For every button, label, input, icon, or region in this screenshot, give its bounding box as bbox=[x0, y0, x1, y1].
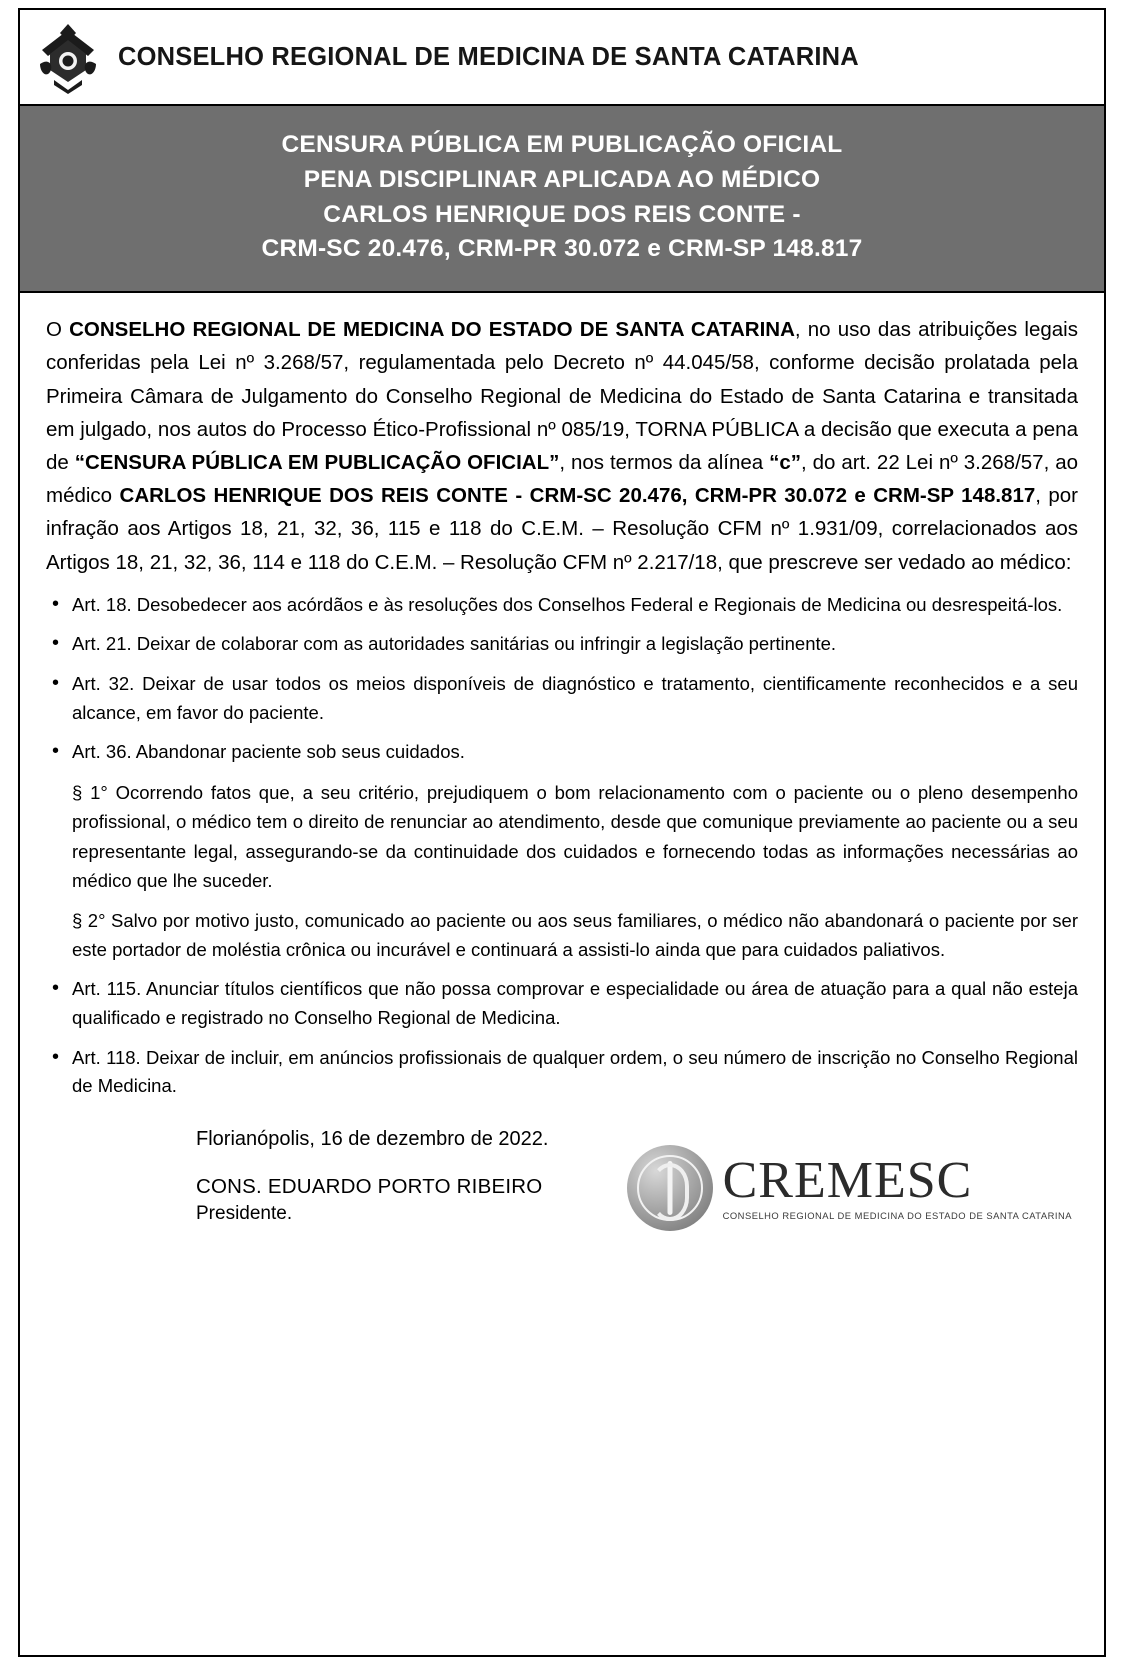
lead-segment: “CENSURA PÚBLICA EM PUBLICAÇÃO OFICIAL” bbox=[74, 450, 560, 474]
masthead-title: CONSELHO REGIONAL DE MEDICINA DE SANTA CATARINA bbox=[118, 42, 859, 71]
article-item: • Art. 18. Desobedecer aos acórdãos e às resoluções dos Conselhos Federal e Regionais de Medicina ou desrespeitá-los. bbox=[46, 591, 1078, 620]
signature-role: Presidente. bbox=[196, 1203, 293, 1225]
banner-line-4: CRM-SC 20.476, CRM-PR 30.072 e CRM-SP 148.817 bbox=[261, 235, 863, 263]
article-paragraph: § 1° Ocorrendo fatos que, a seu critério, prejudiquem o bom relacionamento com o paciente ou o pleno desempenho profissional, o médico tem o direito de renunciar ao atendimento, desde que comunique previamente ao paciente ou a seu representante legal, assegurando-se da continuidade dos cuidados e fornecendo todas as informações necessárias ao médico que lhe suceder. bbox=[72, 782, 1078, 891]
masthead bbox=[20, 10, 1104, 106]
lead-segment: O bbox=[46, 318, 70, 342]
banner-line-3: CARLOS HENRIQUE DOS REIS CONTE - bbox=[323, 200, 801, 228]
signature-city-date: Florianópolis, 16 de dezembro de 2022. bbox=[196, 1128, 549, 1151]
lead-segment: CONSELHO REGIONAL DE MEDICINA DO ESTADO DE SANTA CATARINA bbox=[69, 318, 795, 342]
seal-snake bbox=[651, 1163, 689, 1221]
lead-segment: , nos termos da alínea bbox=[559, 450, 770, 474]
article-item: • Art. 36. Abandonar paciente sob seus cuidados. bbox=[46, 738, 1078, 767]
document-frame bbox=[18, 8, 1106, 1657]
articles-list bbox=[46, 591, 1078, 1112]
banner-line-2: PENA DISCIPLINAR APLICADA AO MÉDICO bbox=[303, 165, 821, 193]
asclepius-staff-seal-icon bbox=[627, 1145, 713, 1231]
cremesc-wordmark bbox=[722, 1152, 1072, 1222]
lead-segment: , no uso das atribuições legais conferidas pela Lei nº 3.268/57, regulamentada pelo Decreto nº 44.045/58, conforme decisão prolatada pela Primeira Câmara de Julgamento do Conselho Regional de Medicina do Estado de Santa Catarina e transitada em julgado, nos autos do Processo Ético-Profissional nº 085/19, TORNA PÚBLICA a decisão que executa a pena de bbox=[46, 318, 1078, 474]
brazil-coat-of-arms-icon bbox=[36, 20, 100, 94]
article-item: • Art. 21. Deixar de colaborar com as autoridades sanitárias ou infringir a legislação pertinente. bbox=[46, 630, 1078, 659]
cremesc-logo bbox=[627, 1145, 1072, 1231]
article-item: • Art. 115. Anunciar títulos científicos que não possa comprovar e especialidade ou área de atuação para a qual não esteja qualificado e registrado no Conselho Regional de Medicina. bbox=[46, 975, 1078, 1032]
lead-segment: CARLOS HENRIQUE DOS REIS CONTE - CRM-SC 20.476, CRM-PR 30.072 e CRM-SP 148.817 bbox=[119, 484, 1036, 508]
article-item: • Art. 118. Deixar de incluir, em anúncios profissionais de qualquer ordem, o seu número de inscrição no Conselho Regional de Medicina. bbox=[46, 1044, 1078, 1101]
censure-banner bbox=[20, 106, 1104, 293]
lead-segment: “c” bbox=[769, 450, 801, 474]
cremesc-wordmark-text: CREMESC bbox=[722, 1152, 973, 1210]
lead-segment: , por infração aos Artigos 18, 21, 32, 36, 115 e 118 do C.E.M. – Resolução CFM nº 1.931/09, correlacionados aos Artigos 18, 21, 32, 36, 114 e 118 do C.E.M. – Resolução CFM nº 2.217/18, que prescreve ser vedado ao médico: bbox=[46, 484, 1078, 574]
article-item: • Art. 32. Deixar de usar todos os meios disponíveis de diagnóstico e tratamento, cientificamente reconhecidos e a seu alcance, em favor do paciente. bbox=[46, 670, 1078, 727]
article-paragraph: § 2° Salvo por motivo justo, comunicado ao paciente ou aos seus familiares, o médico não abandonará o paciente por ser este portador de moléstia crônica ou incurável e continuará a assisti-lo ainda que para cuidados paliativos. bbox=[72, 909, 1078, 961]
cremesc-tagline: CONSELHO REGIONAL DE MEDICINA DO ESTADO DE SANTA CATARINA bbox=[722, 1210, 1072, 1222]
lead-segment: , do art. 22 Lei nº 3.268/57, ao médico bbox=[46, 450, 1078, 508]
signature-name: CONS. EDUARDO PORTO RIBEIRO bbox=[196, 1175, 543, 1199]
document-content bbox=[20, 293, 1104, 1655]
lead-paragraph bbox=[46, 313, 1078, 579]
banner-line-1: CENSURA PÚBLICA EM PUBLICAÇÃO OFICIAL bbox=[281, 131, 843, 158]
signature-block bbox=[46, 1128, 1078, 1225]
